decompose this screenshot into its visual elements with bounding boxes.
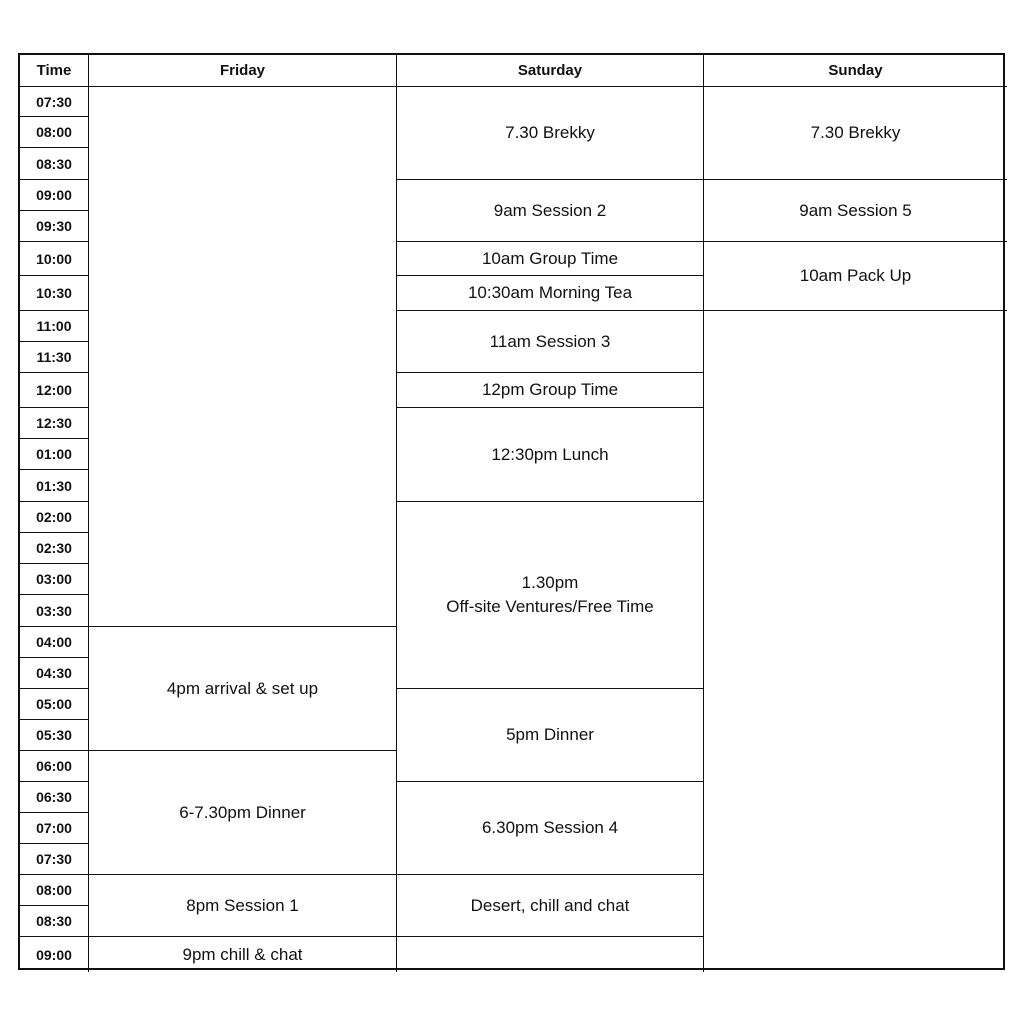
time-slot: 11:30 [20, 342, 89, 373]
saturday-lunch: 12:30pm Lunch [397, 408, 704, 502]
time-slot: 12:30 [20, 408, 89, 439]
friday-chill: 9pm chill & chat [89, 937, 397, 972]
time-slot: 09:30 [20, 211, 89, 242]
time-slot: 09:00 [20, 180, 89, 211]
time-slot: 08:00 [20, 117, 89, 148]
time-slot: 12:00 [20, 373, 89, 408]
sunday-brekky: 7.30 Brekky [704, 87, 1007, 180]
friday-session-1: 8pm Session 1 [89, 875, 397, 937]
saturday-dinner: 5pm Dinner [397, 689, 704, 782]
saturday-group-time-1: 10am Group Time [397, 242, 704, 276]
time-slot: 10:00 [20, 242, 89, 276]
time-slot: 09:00 [20, 937, 89, 972]
saturday-empty [397, 937, 704, 972]
saturday-morning-tea: 10:30am Morning Tea [397, 276, 704, 311]
time-slot: 05:00 [20, 689, 89, 720]
saturday-session-2: 9am Session 2 [397, 180, 704, 242]
saturday-offsite: 1.30pm Off-site Ventures/Free Time [397, 502, 704, 689]
saturday-brekky: 7.30 Brekky [397, 87, 704, 180]
saturday-session-4: 6.30pm Session 4 [397, 782, 704, 875]
time-slot: 07:30 [20, 844, 89, 875]
time-slot: 03:30 [20, 595, 89, 627]
saturday-desert: Desert, chill and chat [397, 875, 704, 937]
header-time: Time [20, 55, 89, 87]
time-slot: 03:00 [20, 564, 89, 595]
time-slot: 06:30 [20, 782, 89, 813]
time-slot: 10:30 [20, 276, 89, 311]
header-sunday: Sunday [704, 55, 1007, 87]
schedule-table [18, 53, 1005, 970]
time-slot: 02:00 [20, 502, 89, 533]
time-slot: 01:30 [20, 470, 89, 502]
time-slot: 05:30 [20, 720, 89, 751]
friday-dinner: 6-7.30pm Dinner [89, 751, 397, 875]
time-slot: 07:30 [20, 87, 89, 117]
saturday-session-3: 11am Session 3 [397, 311, 704, 373]
saturday-group-time-2: 12pm Group Time [397, 373, 704, 408]
time-slot: 08:30 [20, 148, 89, 180]
header-friday: Friday [89, 55, 397, 87]
time-slot: 01:00 [20, 439, 89, 470]
time-slot: 06:00 [20, 751, 89, 782]
time-slot: 04:30 [20, 658, 89, 689]
time-slot: 07:00 [20, 813, 89, 844]
time-slot: 08:30 [20, 906, 89, 937]
sunday-empty [704, 311, 1007, 972]
friday-arrival: 4pm arrival & set up [89, 627, 397, 751]
time-slot: 02:30 [20, 533, 89, 564]
time-slot: 11:00 [20, 311, 89, 342]
time-slot: 08:00 [20, 875, 89, 906]
time-slot: 04:00 [20, 627, 89, 658]
friday-empty [89, 87, 397, 627]
sunday-session-5: 9am Session 5 [704, 180, 1007, 242]
header-saturday: Saturday [397, 55, 704, 87]
sunday-pack-up: 10am Pack Up [704, 242, 1007, 311]
